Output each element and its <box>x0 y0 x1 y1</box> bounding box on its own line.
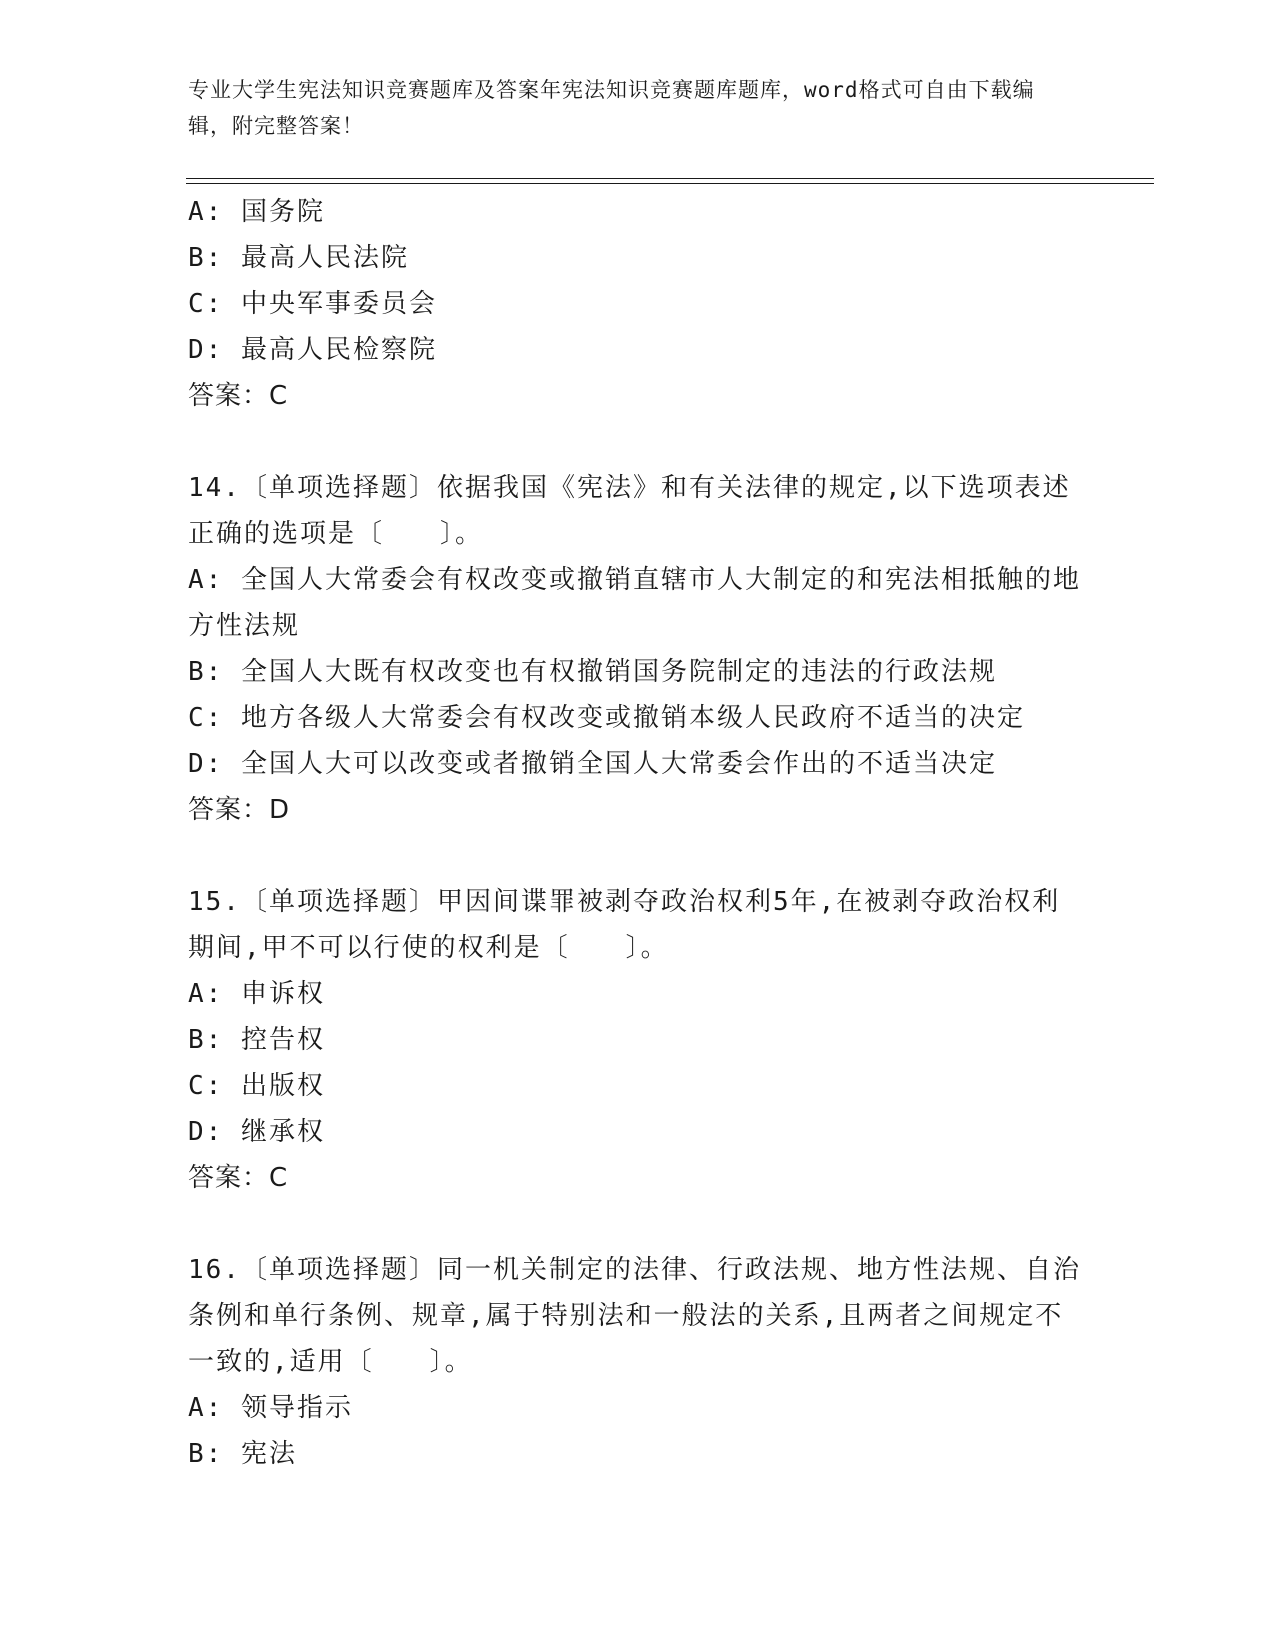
option-a: A: 全国人大常委会有权改变或撤销直辖市人大制定的和宪法相抵触的地方性法规 <box>188 565 1081 641</box>
option-c: C: 中央军事委员会 <box>188 289 437 319</box>
header-title: 专业大学生宪法知识竞赛题库及答案年宪法知识竞赛题库题库，word格式可自由下载编辑，附完整答案！ <box>188 78 1035 138</box>
spacer <box>188 1201 1088 1247</box>
spacer <box>188 833 1088 879</box>
option-b: B: 宪法 <box>188 1439 297 1469</box>
option-b: B: 最高人民法院 <box>188 243 409 273</box>
option-d: D: 继承权 <box>188 1117 325 1147</box>
question-content <box>188 189 1088 1477</box>
option-a: A: 领导指示 <box>188 1393 353 1423</box>
spacer <box>188 419 1088 465</box>
answer: 答案：D <box>188 795 291 825</box>
question-13 <box>188 189 1088 419</box>
option-b: B: 控告权 <box>188 1025 325 1055</box>
document-header <box>188 72 1068 144</box>
option-b: B: 全国人大既有权改变也有权撤销国务院制定的违法的行政法规 <box>188 657 997 687</box>
question-stem: 15.〔单项选择题〕甲因间谍罪被剥夺政治权利5年,在被剥夺政治权利期间,甲不可以行使的权利是〔 〕。 <box>188 887 1061 963</box>
question-14 <box>188 465 1088 833</box>
header-rule-top <box>186 178 1154 179</box>
option-a: A: 申诉权 <box>188 979 325 1009</box>
option-c: C: 出版权 <box>188 1071 325 1101</box>
option-c: C: 地方各级人大常委会有权改变或撤销本级人民政府不适当的决定 <box>188 703 1025 733</box>
option-d: D: 最高人民检察院 <box>188 335 437 365</box>
option-a: A: 国务院 <box>188 197 325 227</box>
answer: 答案：C <box>188 1163 289 1193</box>
question-stem: 14.〔单项选择题〕依据我国《宪法》和有关法律的规定,以下选项表述正确的选项是〔 〕。 <box>188 473 1071 549</box>
header-rule-bottom <box>186 183 1154 184</box>
option-d: D: 全国人大可以改变或者撤销全国人大常委会作出的不适当决定 <box>188 749 997 779</box>
answer: 答案：C <box>188 381 289 411</box>
question-stem: 16.〔单项选择题〕同一机关制定的法律、行政法规、地方性法规、自治条例和单行条例、规章,属于特别法和一般法的关系,且两者之间规定不一致的,适用〔 〕。 <box>188 1255 1081 1377</box>
question-15 <box>188 879 1088 1201</box>
question-16 <box>188 1247 1088 1477</box>
